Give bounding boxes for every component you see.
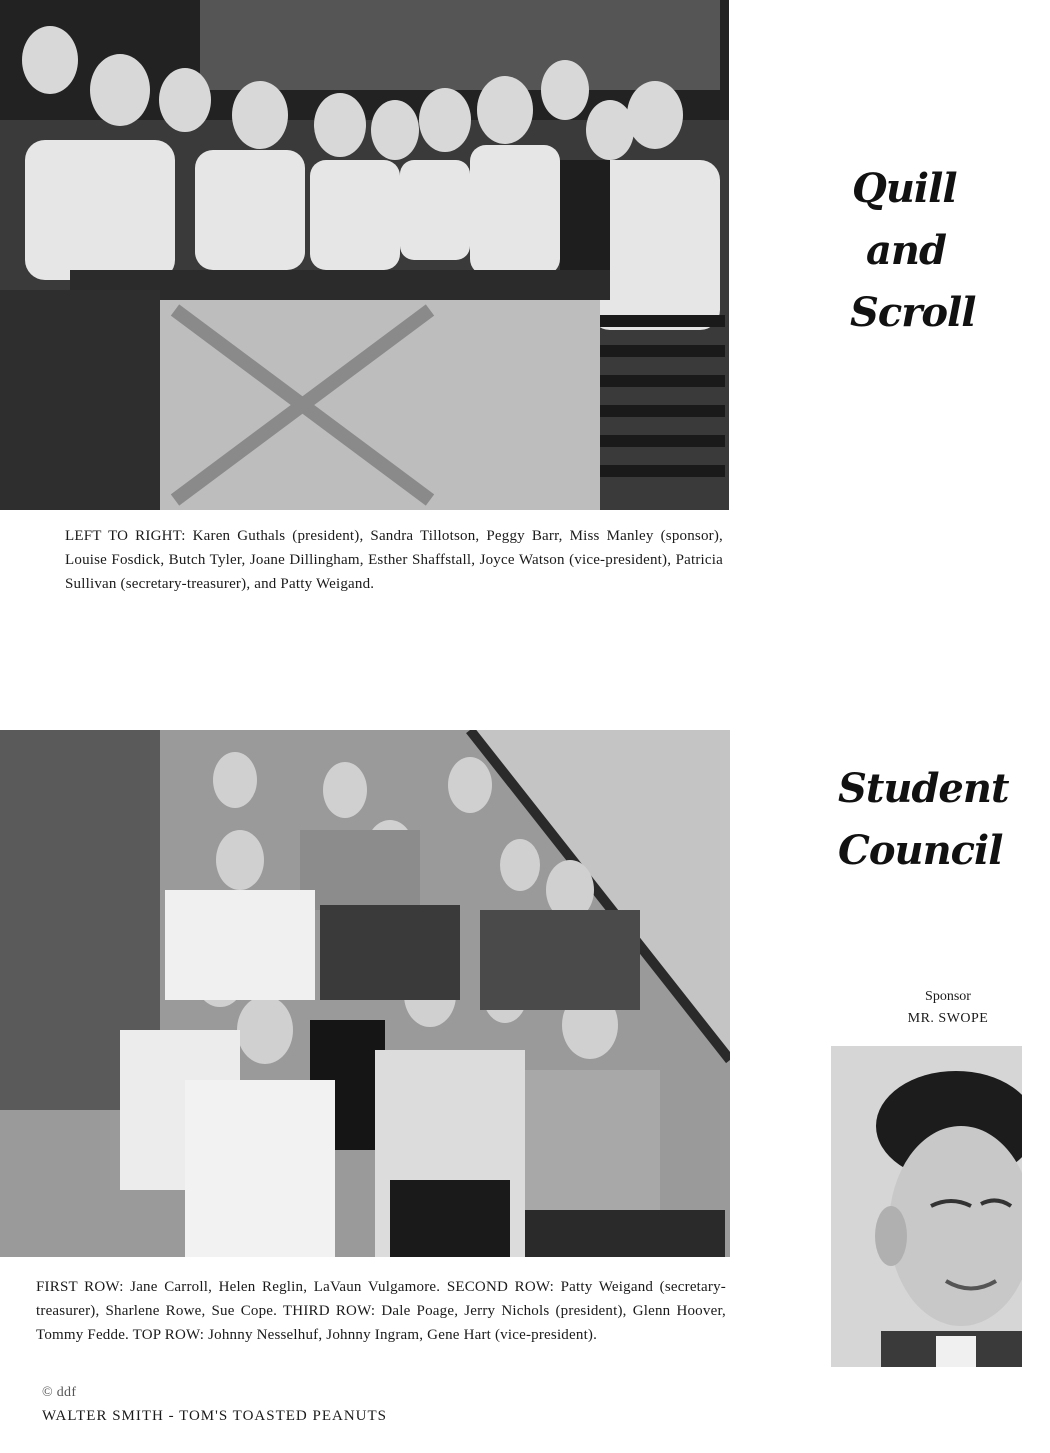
student-council-photo	[0, 730, 730, 1257]
advertiser-line: WALTER SMITH - TOM'S TOASTED PEANUTS	[42, 1408, 387, 1424]
council-heading	[838, 758, 1008, 882]
council-heading-line-1: Student	[838, 765, 1009, 812]
council-photo-art	[0, 730, 730, 1257]
sponsor-name: MR. SWOPE	[907, 1011, 989, 1026]
quill-heading-line-3: Scroll	[850, 289, 976, 336]
sponsor-portrait-art	[831, 1046, 1022, 1367]
quill-caption: LEFT TO RIGHT: Karen Guthals (president), Sandra Tillotson, Peggy Barr, Miss Manley (sponsor), Louise Fosdick, Butch Tyler, Joane Dillingham, Esther Shaffstall, Joyce Watson (vice-president), Patricia Sullivan (secretary-treasurer), and Patty Weigand.	[65, 528, 723, 592]
quill-heading-line-1: Quill	[852, 165, 957, 212]
quill-heading-line-2: and	[866, 227, 946, 274]
council-heading-line-2: Council	[838, 827, 1003, 874]
sponsor-portrait	[831, 1046, 1022, 1367]
sponsor-label: Sponsor	[925, 989, 971, 1004]
quill-and-scroll-photo	[0, 0, 729, 510]
council-caption: FIRST ROW: Jane Carroll, Helen Reglin, LaVaun Vulgamore. SECOND ROW: Patty Weigand (secretary-treasurer), Sharlene Rowe, Sue Cope. THIRD ROW: Dale Poage, Jerry Nichols (president), Glenn Hoover, Tommy Fedde. TOP ROW: Johnny Nesselhuf, Johnny Ingram, Gene Hart (vice-president).	[36, 1279, 726, 1343]
copyright-mark: © ddf	[42, 1385, 77, 1400]
quill-heading	[852, 158, 975, 344]
quill-photo-art	[0, 0, 729, 510]
